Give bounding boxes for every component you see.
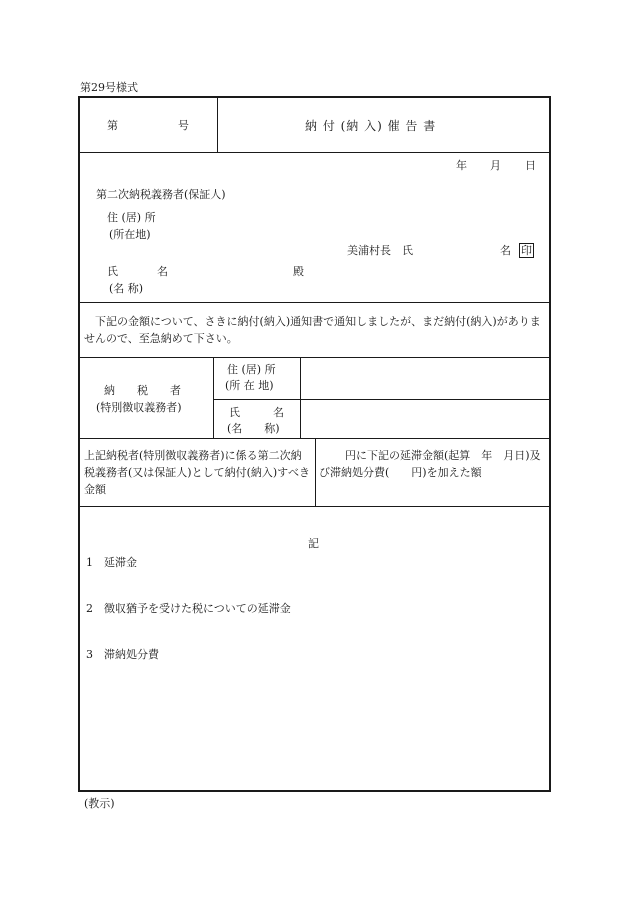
- taxpayer-label: 納 税 者: [104, 384, 181, 397]
- date-month: 月: [490, 159, 501, 172]
- divider-taxpayer-col1: [213, 357, 214, 438]
- divider-taxpayer-col2: [300, 357, 301, 438]
- address-label: 住 (居) 所: [107, 211, 156, 224]
- divider-taxpayer-mid: [213, 399, 550, 400]
- number-label-left: 第: [107, 119, 118, 132]
- number-label-right: 号: [178, 119, 189, 132]
- honorific: 殿: [293, 265, 304, 278]
- location-label: (所在地): [109, 228, 151, 241]
- taxpayer-location-label: (所 在 地): [225, 379, 274, 392]
- taxpayer-address-label: 住 (居) 所: [227, 363, 276, 376]
- date-day: 日: [525, 159, 536, 172]
- footer-note: (教示): [84, 797, 115, 810]
- form-label: 第29号様式: [80, 81, 138, 94]
- issuer-title: 美浦村長 氏: [347, 244, 413, 257]
- name-label-1: 氏: [107, 265, 118, 278]
- notice-text: 下記の金額について、さきに納付(納入)通知書で通知しましたが、まだ納付(納入)がありませんので、至急納めて下さい。: [84, 315, 541, 345]
- taxpayer-label-sub: (特別徴収義務者): [96, 401, 182, 414]
- detail-item-deferred: 2 徴収猶予を受けた税についての延滞金: [86, 602, 291, 615]
- detail-item-delinquency: 1 延滞金: [86, 556, 137, 569]
- divider-notice: [79, 357, 550, 358]
- details-heading: 記: [308, 537, 319, 550]
- addressee-heading: 第二次納税義務者(保証人): [96, 188, 226, 201]
- divider-addressee: [79, 302, 550, 303]
- divider-header-col: [217, 97, 218, 152]
- issuer-name: 名: [500, 244, 511, 257]
- seal-stamp: 印: [521, 244, 532, 257]
- divider-amount-col: [315, 438, 316, 506]
- date-year: 年: [456, 159, 467, 172]
- taxpayer-name-label: 氏 名: [229, 406, 284, 419]
- taxpayer-name-alt: (名 称): [227, 422, 280, 435]
- divider-amount: [79, 506, 550, 507]
- detail-item-disposition: 3 滞納処分費: [86, 648, 159, 661]
- amount-additions: 円に下記の延滞金額(起算 年 月日)及び滞納処分費( 円)を加えた額: [319, 449, 541, 479]
- name-label-2: 名: [157, 265, 168, 278]
- amount-description: 上記納税者(特別徴収義務者)に係る第二次納税義務者(又は保証人)として納付(納入)すべき金額: [84, 449, 310, 496]
- name-alt-label: (名 称): [109, 282, 144, 295]
- form-title: 納 付 (納 入) 催 告 書: [305, 119, 437, 133]
- divider-header: [79, 152, 550, 153]
